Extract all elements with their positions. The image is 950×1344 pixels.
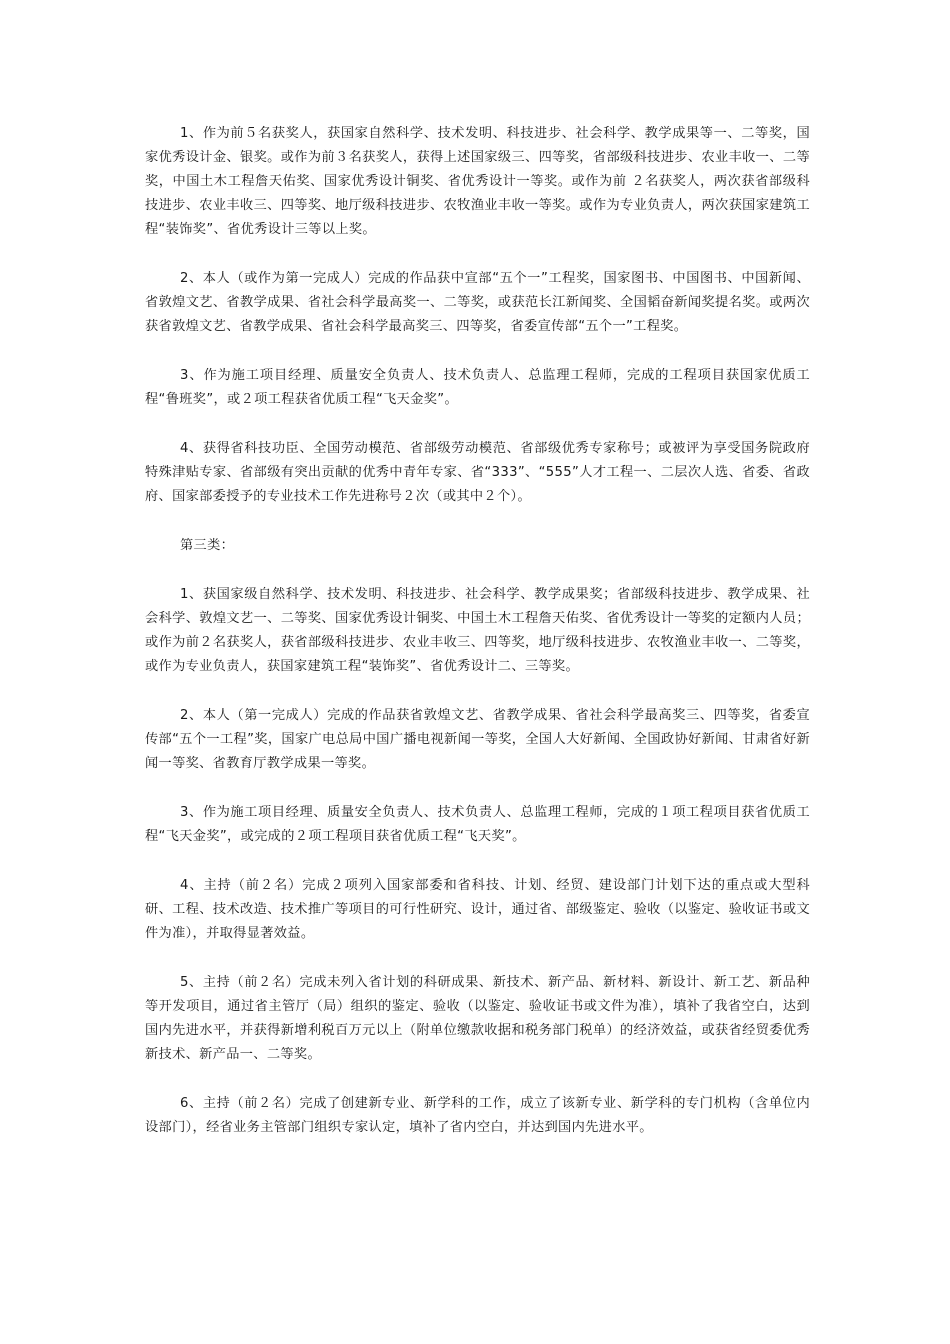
paragraph-s3-item1: 1、获国家级自然科学、技术发明、科技进步、社会科学、教学成果奖；省部级科技进步、教学成果、社会科学、敦煌文艺一、二等奖、国家优秀设计铜奖、中国土木工程詹天佑奖、省优秀设计一等奖的定额内人员；或作为前２名获奖人，获省部级科技进步、农业丰收三、四等奖，地厅级科技进步、农牧渔业丰收一、二等奖，或作为专业负责人，获国家建筑工程“装饰奖”、省优秀设计二、三等奖。: [145, 587, 810, 674]
paragraph-s2-item2: 2、本人（或作为第一完成人）完成的作品获中宣部“五个一”工程奖，国家图书、中国图书、中国新闻、省敦煌文艺、省教学成果、省社会科学最高奖一、二等奖，或获范长江新闻奖、全国韬奋新闻奖提名奖。或两次获省敦煌文艺、省教学成果、省社会科学最高奖三、四等奖，省委宣传部“五个一”工程奖。: [145, 271, 810, 334]
section-heading-third-category: 第三类：: [180, 538, 235, 553]
paragraph-s2-item3: 3、作为施工项目经理、质量安全负责人、技术负责人、总监理工程师，完成的工程项目获国家优质工程“鲁班奖”，或２项工程获省优质工程“飞天金奖”。: [145, 368, 810, 407]
paragraph-s2-item4: 4、获得省科技功臣、全国劳动模范、省部级劳动模范、省部级优秀专家称号；或被评为享受国务院政府特殊津贴专家、省部级有突出贡献的优秀中青年专家、省“333”、“555”人才工程一、二层次人选、省委、省政府、国家部委授予的专业技术工作先进称号２次（或其中２个）。: [145, 441, 810, 504]
paragraph-s3-item6: 6、主持（前２名）完成了创建新专业、新学科的工作，成立了该新专业、新学科的专门机构（含单位内设部门），经省业务主管部门组织专家认定，填补了省内空白，并达到国内先进水平。: [145, 1096, 810, 1135]
paragraph-s2-item1: 1、作为前５名获奖人，获国家自然科学、技术发明、科技进步、社会科学、教学成果等一、二等奖，国家优秀设计金、银奖。或作为前３名获奖人，获得上述国家级三、四等奖，省部级科技进步、农业丰收一、二等奖，中国土木工程詹天佑奖、国家优秀设计铜奖、省优秀设计一等奖。或作为前 ２名获奖人，两次获省部级科技进步、农业丰收三、四等奖、地厅级科技进步、农牧渔业丰收一等奖。或作为专业负责人，两次获国家建筑工程“装饰奖”、省优秀设计三等以上奖。: [145, 126, 810, 237]
paragraph-s3-item5: 5、主持（前２名）完成未列入省计划的科研成果、新技术、新产品、新材料、新设计、新工艺、新品种等开发项目，通过省主管厅（局）组织的鉴定、验收（以鉴定、验收证书或文件为准），填补了我省空白，达到国内先进水平，并获得新增利税百万元以上（附单位缴款收据和税务部门税单）的经济效益，或获省经贸委优秀新技术、新产品一、二等奖。: [145, 975, 810, 1062]
paragraph-s3-item3: 3、作为施工项目经理、质量安全负责人、技术负责人、总监理工程师，完成的１项工程项目获省优质工程“飞天金奖”，或完成的２项工程项目获省优质工程“飞天奖”。: [145, 805, 810, 844]
paragraph-s3-item4: 4、主持（前２名）完成２项列入国家部委和省科技、计划、经贸、建设部门计划下达的重点或大型科研、工程、技术改造、技术推广等项目的可行性研究、设计，通过省、部级鉴定、验收（以鉴定、验收证书或文件为准），并取得显著效益。: [145, 878, 810, 941]
document-body: [145, 122, 810, 1140]
paragraph-s3-item2: 2、本人（第一完成人）完成的作品获省敦煌文艺、省教学成果、省社会科学最高奖三、四等奖，省委宣传部“五个一工程”奖，国家广电总局中国广播电视新闻一等奖，全国人大好新闻、全国政协好新闻、甘肃省好新闻一等奖、省教育厅教学成果一等奖。: [145, 708, 810, 771]
